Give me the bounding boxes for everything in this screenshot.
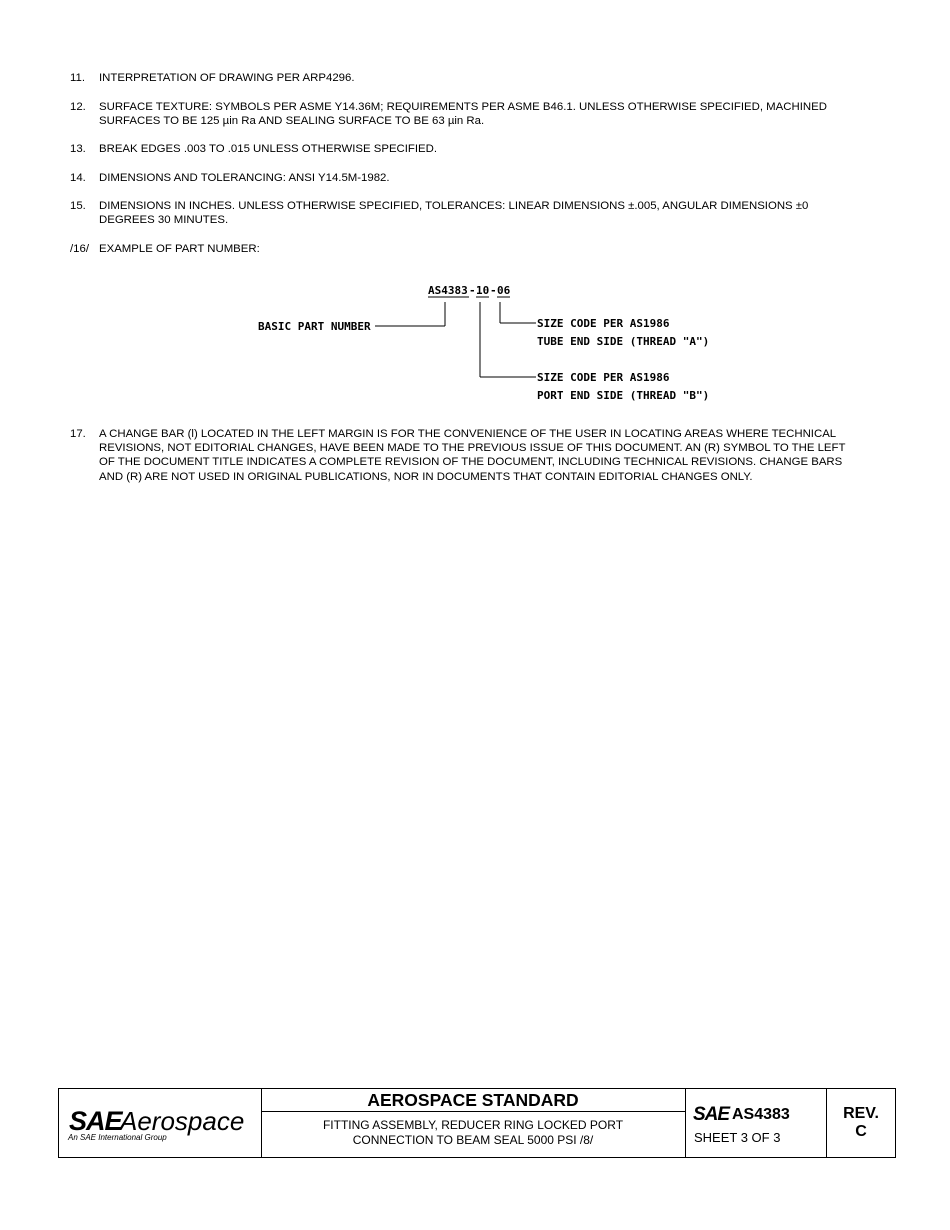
size-code-1-line-2: TUBE END SIDE (THREAD "A") (537, 335, 710, 348)
part-number-diagram-svg (250, 278, 750, 418)
title-block (58, 1088, 896, 1158)
note-number: 15. (70, 200, 86, 212)
part-code-1: 10 (476, 284, 490, 297)
note-text: SURFACE TEXTURE: SYMBOLS PER ASME Y14.36M; REQUIREMENTS PER ASME B46.1. UNLESS OTHERWISE SPECIFIED, MACHINED SURFACES TO BE 125 µin Ra AND SEALING SURFACE TO BE 63 µin Ra. (99, 101, 827, 128)
sae-aerospace-logo (59, 1089, 262, 1157)
note-text: A CHANGE BAR (l) LOCATED IN THE LEFT MARGIN IS FOR THE CONVENIENCE OF THE USER IN LOCATING AREAS WHERE TECHNICAL REVISIONS, NOT EDITORIAL CHANGES, HAVE BEEN MADE TO THE PREVIOUS ISSUE OF THIS DOCUMENT. AN (R) SYMBOL TO THE LEFT OF THE DOCUMENT TITLE INDICATES A COMPLETE REVISION OF THE DOCUMENT, INCLUDING TECHNICAL REVISIONS. CHANGE BARS AND (R) ARE NOT USED IN ORIGINAL PUBLICATIONS, NOR IN DOCUMENTS THAT CONTAIN EDITORIAL CHANGES ONLY. (99, 428, 846, 483)
note-number: 12. (70, 101, 86, 113)
part-dash-2: - (490, 284, 497, 297)
part-dash-1: - (469, 284, 476, 297)
size-code-2-line-1: SIZE CODE PER AS1986 (537, 371, 670, 384)
title-cell (261, 1089, 686, 1157)
logo-aerospace-text: Aerospace (120, 1106, 245, 1136)
description-line-2: CONNECTION TO BEAM SEAL 5000 PSI /8/ (352, 1133, 594, 1147)
size-code-1-line-1: SIZE CODE PER AS1986 (537, 317, 670, 330)
part-base: AS4383 (428, 284, 468, 297)
document-number: AS4383 (732, 1106, 790, 1123)
note-number: 13. (70, 143, 86, 155)
note-number: 17. (70, 428, 86, 440)
revision-value: C (855, 1123, 867, 1140)
note-number: 14. (70, 172, 86, 184)
note-number: /16/ (70, 243, 89, 255)
sheet-number: SHEET 3 OF 3 (694, 1130, 781, 1145)
note-text: INTERPRETATION OF DRAWING PER ARP4296. (99, 72, 355, 84)
standard-title: AEROSPACE STANDARD (261, 1089, 685, 1112)
document-number-graphic (686, 1089, 826, 1157)
note-text: BREAK EDGES .003 TO .015 UNLESS OTHERWISE SPECIFIED. (99, 143, 438, 155)
sae-aerospace-logo-graphic (59, 1089, 261, 1157)
document-description (261, 1118, 685, 1148)
part-code-2: 06 (497, 284, 511, 297)
revision-cell (827, 1089, 895, 1157)
logo-tagline: An SAE International Group (68, 1133, 167, 1142)
revision-label: REV. (843, 1105, 879, 1122)
part-number-diagram (250, 278, 750, 418)
note-text: DIMENSIONS IN INCHES. UNLESS OTHERWISE SPECIFIED, TOLERANCES: LINEAR DIMENSIONS ±.005, ANGULAR DIMENSIONS ±0 DEGREES 30 MINUTES. (99, 200, 809, 227)
description-line-1: FITTING ASSEMBLY, REDUCER RING LOCKED PORT (322, 1118, 624, 1132)
note-number: 11. (70, 72, 85, 84)
document-number-cell (686, 1089, 827, 1157)
size-code-2-line-2: PORT END SIDE (THREAD "B") (537, 389, 710, 402)
note-text: EXAMPLE OF PART NUMBER: (99, 243, 260, 255)
basic-part-label: BASIC PART NUMBER (258, 320, 371, 333)
doc-sae-logo: SAE (693, 1104, 730, 1125)
note-text: DIMENSIONS AND TOLERANCING: ANSI Y14.5M-1982. (99, 172, 390, 184)
logo-sae-text: SAE (69, 1106, 122, 1136)
